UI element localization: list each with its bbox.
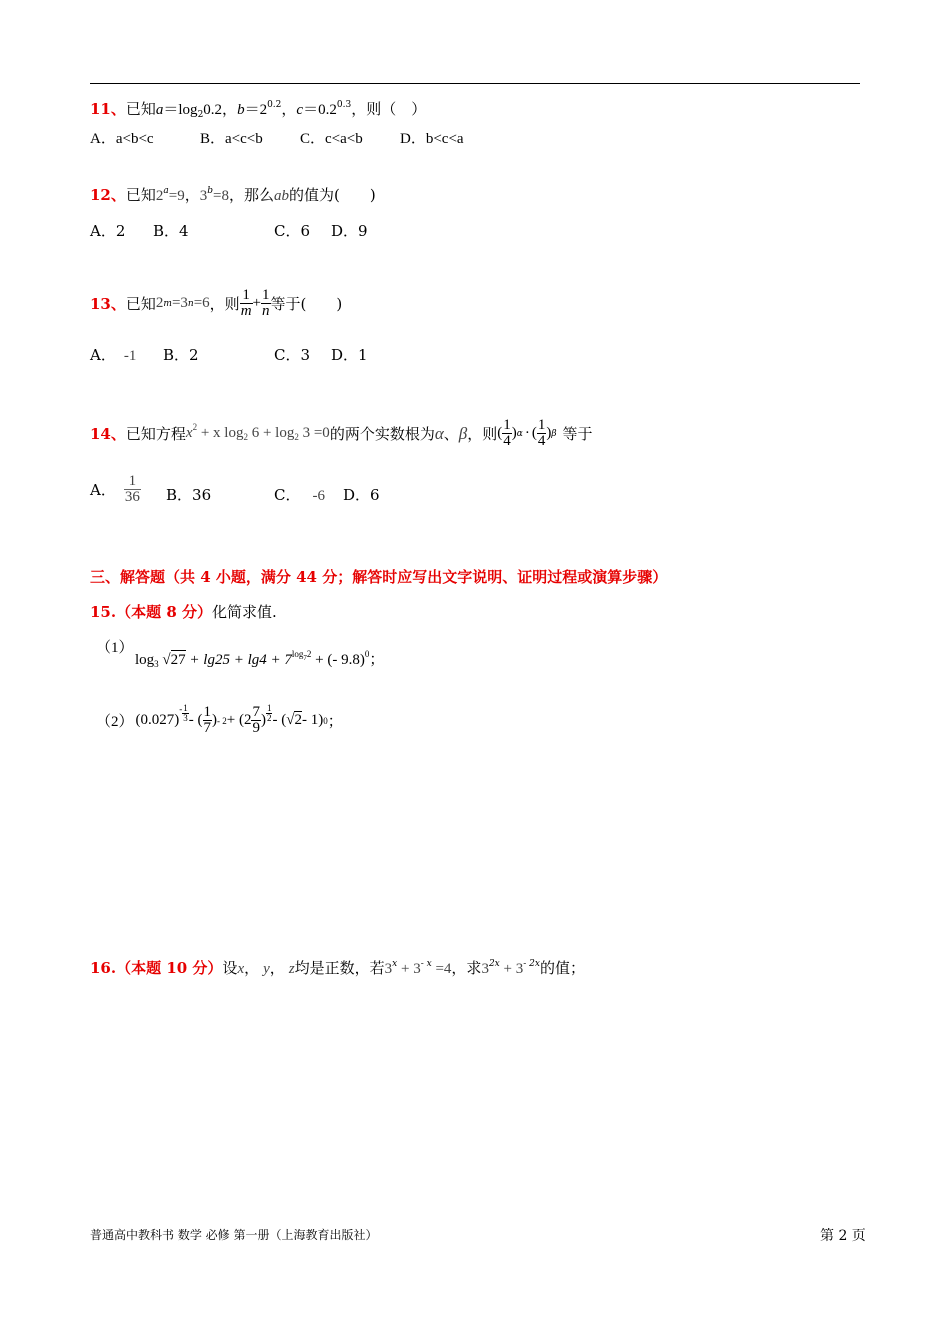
numerator: 1 [503,417,511,433]
denominator: 4 [537,433,546,449]
end-punct: ； [369,652,385,668]
header-rule [90,83,860,84]
numerator: 1 [124,474,141,490]
denominator: n [262,303,270,319]
expr: =9 [168,188,185,204]
beta-symbol: β [458,423,468,443]
exp-arg: 2 [306,649,312,659]
radicand: 2 [294,712,302,728]
expr: ＝log [163,102,198,118]
expr: - ( [188,712,203,728]
denominator: m [240,303,252,319]
expr: (0.027) [135,712,180,728]
option-b: B．36 [166,486,212,504]
separator: 、 [443,425,459,443]
q15-part-1 [96,636,134,657]
plus-sign: + [252,295,261,311]
expr: log [135,652,155,668]
stem-text: 已知 [125,295,156,313]
stem-tail: 等于( ) [270,295,343,313]
paren: ( [531,425,537,441]
expr: 3 [199,188,208,204]
separator: ， [184,186,200,204]
exponent: - 2x [523,959,540,969]
stem-text: 化简求值. [211,603,277,621]
expr: + (2 [226,712,252,728]
exponent: x [392,959,398,969]
expr: =6 [193,295,210,311]
fraction-1-over-m [240,288,253,319]
fraction-1-over-36 [124,474,141,505]
var-a: a [155,102,164,118]
radical-icon: √ [162,652,171,668]
question-number: 11、 [90,100,126,118]
fraction-1-over-7 [203,705,213,736]
exponent: 2x [488,959,500,969]
denominator: 36 [124,489,140,505]
option-a: A．2 [90,222,126,240]
expr: =3 [171,295,188,311]
expr: 3 [481,961,489,977]
footer-book-title: 普通高中教科书 数学 必修 第一册（上海教育出版社） [90,1228,378,1242]
equation [185,422,330,442]
paren: ) [546,425,552,441]
part-label: （2） [96,714,134,730]
var-ab: ab [274,188,289,204]
option-b: B．a<c<b [200,131,263,147]
option-c: C．6 [274,222,311,240]
option-a: A．a<b<c [90,131,154,147]
expr: 6 + log [247,425,295,441]
fraction-7-over-9 [251,705,261,736]
question-12 [90,184,376,205]
var-z: z [288,961,295,977]
option-c: C．3 [274,346,311,364]
denominator: 9 [252,720,260,736]
question-15 [90,601,277,622]
expr: 0.2， [203,102,238,118]
stem-text: ，则 [467,425,498,443]
var-y: y [263,961,270,977]
numerator: 1 [262,287,270,303]
sqrt [286,712,302,729]
question-13: 13、 已知 2 m =3 n =6 ，则 $\frac{1}{m}$ + $\frac{1}{n}$ 等于( ) [90,287,343,319]
option-c [274,484,325,505]
expr: - ( [272,712,287,728]
stem-tail: ，则（ ） [351,100,427,118]
separator: ， [269,959,285,977]
exponent: a [163,186,169,196]
q15-part-2: （2） (0.027) - $\frac{1}{3}$ - ( $\frac{1}{7}$ ) - 2 + (2 $\frac{7}{9}$ ) $\frac{1}{2}$ - ( √2 - 1) 0 ； [96,703,343,736]
question-11 [90,98,426,119]
question-number: 15.（本题 8 分） [90,603,212,621]
part-label: （1） [96,640,134,656]
footer-page-number: 第 2 页 [820,1228,866,1244]
numerator: 1 [240,288,253,304]
exponent: - x [420,959,432,969]
log-base: 2 [197,110,204,120]
section-title: 三、解答题（共 4 小题，满分 44 分；解答时应写出文字说明、证明过程或演算步骤） [90,568,668,586]
fraction-1-over-4 [537,418,547,449]
expr: + (- 9.8) [311,652,365,668]
stem-text: 设 [222,959,238,977]
radical-icon: √ [286,712,295,728]
stem-tail: 等于 [562,425,593,443]
var-x: x [237,961,245,977]
expr: 2 [155,188,164,204]
exp-log: log [291,649,304,659]
exponent [291,649,312,662]
sign: - [179,704,183,714]
question-14: 14、 已知方程 $x^2 + x$ $\log_2 6 + \log_2 3 =0$ 的两个实数根为 α 、 β ，则 ( $\frac{1}{4}$ ) α · ( $\frac{1}{4}$ ) β 等于 [90,417,593,449]
option-b: B．2 [163,346,199,364]
log-base: 2 [243,432,248,442]
numerator: 1 [266,703,272,713]
question-number: 16.（本题 10 分） [90,959,223,977]
exponent: 0.2 [267,100,282,110]
option-a [90,344,136,365]
exponent [179,704,189,723]
stem-text: 已知 [125,100,156,118]
separator: ， [281,100,297,118]
option-d: D．9 [331,222,368,240]
fraction-1-over-4 [502,418,512,449]
q15-part-1-expression [135,648,384,669]
numerator: 1 [537,417,546,433]
var-x: x [185,425,193,441]
option-b: B．4 [153,222,189,240]
expr: + 3 [499,961,524,977]
sqrt [162,650,185,668]
stem-text: 均是正数，若 [294,959,385,977]
radicand: 27 [170,652,186,668]
denominator: 7 [203,720,212,736]
stem-tail: 的值； [539,959,585,977]
end-punct: ； [327,714,343,730]
stem-text: ，那么 [228,186,274,204]
option-d: D．6 [343,486,380,504]
fraction-1-over-n [261,288,271,319]
log-base: 7 [303,654,307,662]
exponent: b [207,186,214,196]
dot-operator: · [524,425,530,441]
denominator: 2 [266,713,272,723]
expr: + x log [197,425,244,441]
expr: + lg25 + lg4 + 7 [185,652,292,668]
stem-tail: 的值为( ) [289,186,376,204]
expr: =4 [431,961,452,977]
stem-text: ，则 [209,295,240,313]
var-b: b [237,102,245,118]
alpha-symbol: α [434,423,444,443]
question-number: 12、 [90,186,126,204]
expr: ＝2 [244,102,268,118]
option-label: A． [90,346,116,364]
numerator: 7 [252,704,260,720]
log-base: 2 [294,432,299,442]
expr: 2 [155,295,164,311]
stem-text: 已知方程 [125,425,186,443]
option-a [90,474,141,505]
expr: 3 =0 [298,425,330,441]
expr: ＝0.2 [303,102,337,118]
var-c: c [296,102,304,118]
exponent: 2 [192,422,198,432]
expr: - 1) [301,712,324,728]
denominator: 3 [183,713,188,723]
expr: =8 [213,188,229,204]
option-label: C． [274,486,301,504]
question-number: 13、 [90,295,126,313]
option-d: D．1 [331,346,368,364]
question-16 [90,957,585,978]
numerator: 1 [203,704,212,720]
exponent: 0 [364,649,370,659]
stem-text: 已知 [125,186,156,204]
paren: ( [497,425,503,441]
stem-text: ，求 [451,959,482,977]
expr: + 3 [397,961,421,977]
separator: ， [244,959,260,977]
paren: ) [511,425,517,441]
log-base: 3 [154,659,159,669]
option-value: -6 [312,488,325,504]
exponent: 0.3 [336,100,352,110]
stem-text: 的两个实数根为 [329,425,435,443]
option-value: -1 [123,348,137,364]
question-number: 14、 [90,425,126,443]
option-c: C．c<a<b [300,131,363,147]
denominator: 4 [503,433,511,449]
numerator: 1 [183,703,188,713]
expr: 3 [384,961,393,977]
option-label: A． [90,481,116,499]
option-d: D．b<c<a [400,131,464,147]
